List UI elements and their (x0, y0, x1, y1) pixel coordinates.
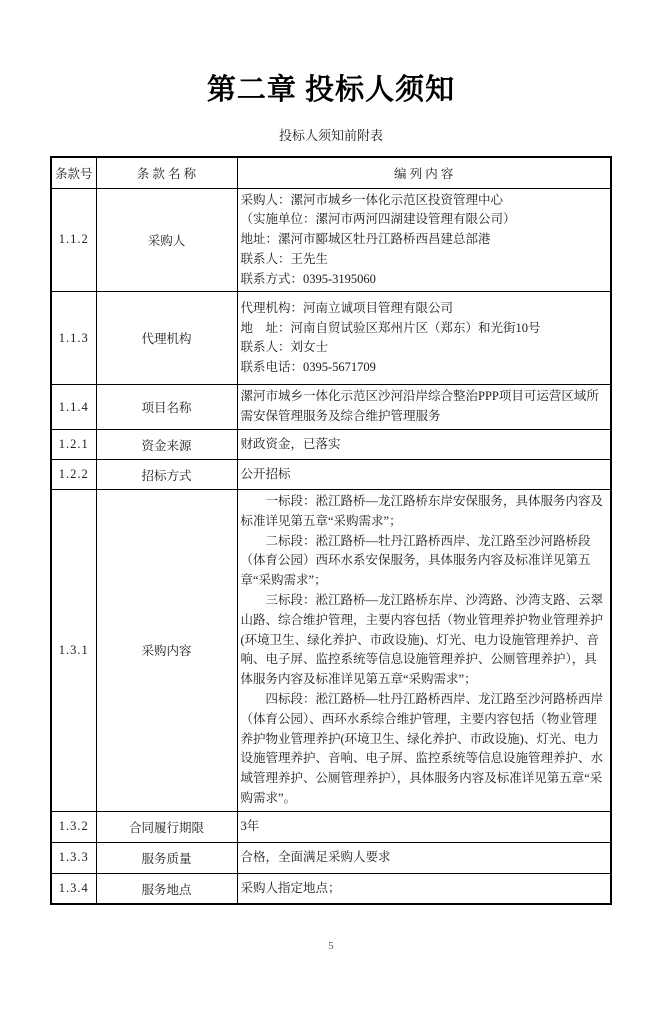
content-line: 漯河市城乡一体化示范区沙河沿岸综合整治PPP项目可运营区域所需安保管理服务及综合维护管理服务 (240, 389, 599, 424)
table-row (51, 188, 611, 292)
clause-name: 招标方式 (96, 460, 237, 490)
clause-content (237, 842, 611, 873)
clause-no: 1.1.2 (51, 188, 96, 292)
clause-name: 代理机构 (96, 292, 237, 385)
clause-content (237, 430, 611, 460)
content-line: 公开招标 (240, 466, 291, 481)
content-line: 合格，全面满足采购人要求 (240, 849, 391, 864)
header-clause-name: 条 款 名 称 (96, 157, 237, 188)
content-line: 地址：漯河市郾城区牡丹江路桥西昌建总部港 (240, 232, 491, 247)
clause-no: 1.3.4 (51, 873, 96, 904)
content-line: 联系方式：0395-3195060 (240, 271, 376, 286)
content-paragraph: 一标段：淞江路桥—龙江路桥东岸安保服务，具体服务内容及标准详见第五章“采购需求”； (240, 494, 604, 528)
clause-name: 采购人 (96, 188, 237, 292)
content-line: 财政资金，已落实 (240, 436, 341, 451)
content-paragraph: 三标段：淞江路桥—龙江路桥东岸、沙湾路、沙湾支路、云翠山路、综合维护管理，主要内容包括（物业管理养护物业管理养护(环境卫生、绿化养护、市政设施)、灯光、电力设施管理养护、音响、电子屏、监控系统等信息设施管理养护、公厕管理养护），具体服务内容及标准详见第五章“采购需求”； (240, 593, 604, 687)
content-paragraph: 二标段：淞江路桥—牡丹江路桥西岸、龙江路至沙河路桥段（体育公园）西环水系安保服务，具体服务内容及标准详见第五章“采购需求”； (240, 533, 591, 588)
header-clause-no: 条款号 (51, 157, 96, 188)
table-row (51, 842, 611, 873)
clause-content (237, 292, 611, 385)
table-row (51, 490, 611, 812)
clause-no: 1.1.3 (51, 292, 96, 385)
clause-no: 1.3.2 (51, 811, 96, 842)
clause-no: 1.2.2 (51, 460, 96, 490)
clause-content (237, 188, 611, 292)
table-row (51, 460, 611, 490)
content-line: 联系电话：0395-5671709 (240, 360, 376, 375)
content-line: 联系人：王先生 (240, 251, 329, 266)
clause-content (237, 811, 611, 842)
clause-no: 1.3.3 (51, 842, 96, 873)
clause-name: 项目名称 (96, 385, 237, 430)
clause-name: 采购内容 (96, 490, 237, 812)
content-paragraph: 四标段：淞江路桥—牡丹江路桥西岸、龙江路至沙河路桥西岸（体育公园）、西环水系综合维护管理，主要内容包括（物业管理养护物业管理养护(环境卫生、绿化养护、市政设施)、灯光、电力设施管理养护、音响、电子屏、监控系统等信息设施管理养护、水域管理养护、公厕管理养护），具体服务内容及标准详见第五章“采购需求”。 (240, 692, 604, 806)
clause-content (237, 460, 611, 490)
content-line: 联系人：刘女士 (240, 340, 329, 355)
clause-name: 资金来源 (96, 430, 237, 460)
clause-no: 1.1.4 (51, 385, 96, 430)
content-line: （实施单位：漯河市两河四湖建设管理有限公司） (240, 212, 516, 227)
table-header-row (51, 157, 611, 188)
content-line: 采购人指定地点； (240, 880, 341, 895)
table-row (51, 811, 611, 842)
header-content: 编 列 内 容 (237, 157, 611, 188)
table-row (51, 873, 611, 904)
clause-no: 1.2.1 (51, 430, 96, 460)
table-row (51, 385, 611, 430)
clause-name: 服务地点 (96, 873, 237, 904)
content-line: 3年 (240, 818, 260, 833)
content-line: 地 址：河南自贸试验区郑州片区（郑东）和光街10号 (240, 320, 541, 335)
page-number: 5 (328, 940, 334, 952)
table-row (51, 292, 611, 385)
clause-content (237, 490, 611, 812)
clause-name: 服务质量 (96, 842, 237, 873)
clause-name: 合同履行期限 (96, 811, 237, 842)
bidder-notice-table (50, 156, 612, 905)
clause-content (237, 385, 611, 430)
content-line: 代理机构：河南立诚项目管理有限公司 (240, 300, 454, 315)
content-line: 采购人：漯河市城乡一体化示范区投资管理中心 (240, 192, 504, 207)
clause-content (237, 873, 611, 904)
clause-no: 1.3.1 (51, 490, 96, 812)
table-row (51, 430, 611, 460)
page-subtitle: 投标人须知前附表 (278, 128, 383, 143)
page-title: 第二章 投标人须知 (206, 74, 456, 106)
